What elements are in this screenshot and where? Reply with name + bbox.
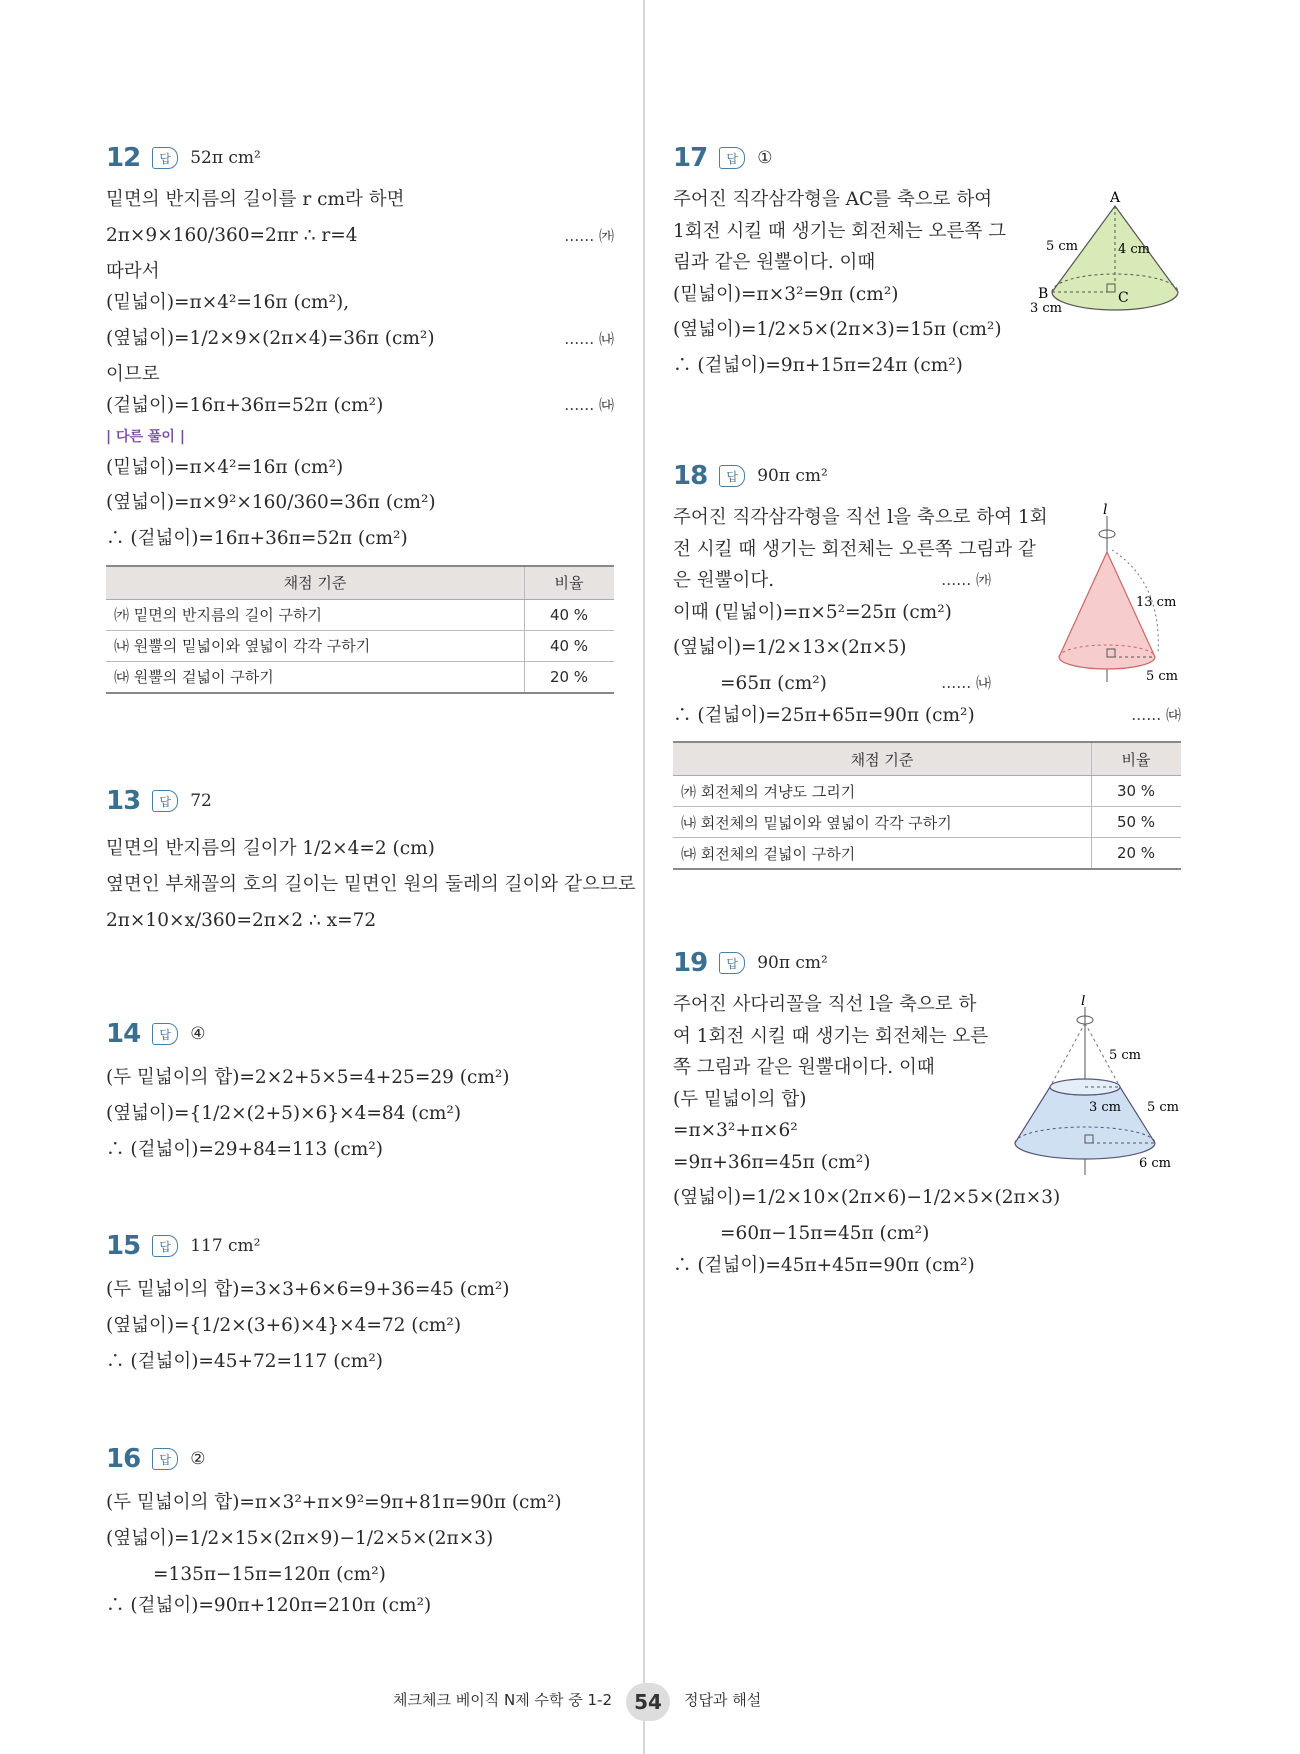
answer-badge: 답 bbox=[152, 147, 178, 169]
solution-line-with-mark bbox=[106, 216, 614, 256]
solution-line: 2π×9×160/360=2πr ∴ r=4 bbox=[106, 224, 358, 246]
problem-13 bbox=[106, 783, 636, 941]
answer-badge: 답 bbox=[719, 147, 745, 169]
solution-line: 따라서 bbox=[106, 260, 160, 282]
solution-line: =65π (cm²) bbox=[673, 673, 827, 694]
answer-value: 90π cm² bbox=[757, 466, 828, 486]
cone-surface bbox=[1052, 206, 1178, 310]
answer-badge: 답 bbox=[152, 1235, 178, 1257]
side-label: 5 cm bbox=[1147, 1100, 1180, 1115]
solution-line: (밑넓이)=π×3²=9π (cm²) bbox=[673, 283, 899, 305]
answer-badge: 답 bbox=[152, 790, 178, 812]
solution-line: (밑넓이)=π×4²=16π (cm²) bbox=[106, 456, 344, 478]
solution-line: ∴ (겉넓이)=9π+15π=24π (cm²) bbox=[673, 355, 963, 376]
criteria-cell: ㈎ 회전체의 겨냥도 그리기 bbox=[673, 776, 1092, 807]
criteria-cell: ㈐ 회전체의 겉넓이 구하기 bbox=[673, 838, 1092, 870]
problem-number: 15 bbox=[106, 1231, 141, 1261]
solution-line: 전 시킬 때 생기는 회전체는 오른쪽 그림과 같 bbox=[673, 538, 1036, 560]
solution-line: (옆넓이)={1/2×(3+6)×4}×4=72 (cm²) bbox=[106, 1314, 462, 1336]
solution-line: 이때 (밑넓이)=π×5²=25π (cm²) bbox=[673, 601, 952, 623]
solution-line: (옆넓이)={1/2×(2+5)×6}×4=84 (cm²) bbox=[106, 1102, 462, 1124]
solution-line: (옆넓이)=π×9²×160/360=36π (cm²) bbox=[106, 492, 436, 513]
solution-line: 쪽 그림과 같은 원뿔대이다. 이때 bbox=[673, 1057, 935, 1078]
table-header: 비율 bbox=[525, 566, 615, 600]
solution-line: (옆넓이)=1/2×13×(2π×5) bbox=[673, 637, 907, 658]
ratio-cell: 30 % bbox=[1092, 776, 1182, 807]
criteria-cell: ㈏ 원뿔의 밑넓이와 옆넓이 각각 구하기 bbox=[106, 630, 525, 661]
solution-line: (밑넓이)=π×4²=16π (cm²), bbox=[106, 292, 350, 313]
solution-line: 옆면인 부채꼴의 호의 길이는 밑면인 원의 둘레의 길이와 같으므로 bbox=[106, 874, 636, 895]
grading-table bbox=[106, 565, 614, 694]
section-title: 정답과 해설 bbox=[684, 1691, 762, 1709]
answer-badge: 답 bbox=[719, 465, 745, 487]
cone-figure-18 bbox=[1050, 502, 1190, 692]
solution-line: 주어진 직각삼각형을 직선 l을 축으로 하여 1회 bbox=[673, 507, 1048, 528]
answer-value: 117 cm² bbox=[190, 1236, 261, 1256]
frustum-figure-19 bbox=[1005, 995, 1195, 1175]
slant-label: 13 cm bbox=[1136, 595, 1177, 610]
top-radius-label: 3 cm bbox=[1089, 1100, 1122, 1115]
solution-line: 밑면의 반지름의 길이가 1/2×4=2 (cm) bbox=[106, 838, 435, 859]
solution-line: 은 원뿔이다. bbox=[673, 570, 775, 591]
vertex-label-b: B bbox=[1038, 286, 1049, 302]
answer-badge: 답 bbox=[152, 1023, 178, 1045]
solution-line: 주어진 직각삼각형을 AC를 축으로 하여 bbox=[673, 189, 993, 210]
solution-line: 주어진 사다리꼴을 직선 l을 축으로 하 bbox=[673, 994, 977, 1015]
table-row bbox=[106, 661, 614, 693]
solution-line: =135π−15π=120π (cm²) bbox=[106, 1563, 386, 1585]
solution-line: (옆넓이)=1/2×9×(2π×4)=36π (cm²) bbox=[106, 327, 435, 349]
frustum-surface bbox=[1015, 1087, 1155, 1159]
answer-value: ② bbox=[190, 1449, 206, 1469]
step-mark: …… ㈎ bbox=[564, 226, 614, 245]
solution-line: 밑면의 반지름의 길이를 r cm라 하면 bbox=[106, 189, 405, 210]
axis-label: l bbox=[1081, 995, 1086, 1009]
vertex-label-a: A bbox=[1110, 190, 1121, 206]
radius-label: 5 cm bbox=[1146, 669, 1179, 684]
solution-line: (두 밑넓이의 합)=2×2+5×5=4+25=29 (cm²) bbox=[106, 1067, 510, 1088]
answer-value: ④ bbox=[190, 1024, 206, 1044]
radius-label: 3 cm bbox=[1030, 301, 1063, 316]
grading-table bbox=[673, 741, 1181, 870]
apex-extension-left bbox=[1050, 1023, 1085, 1087]
cone-figure-17 bbox=[1030, 188, 1190, 328]
table-row bbox=[106, 599, 614, 630]
problem-12 bbox=[106, 140, 614, 694]
solution-line: 1회전 시킬 때 생기는 회전체는 오른쪽 그 bbox=[673, 220, 1006, 242]
step-mark: …… ㈎ bbox=[941, 571, 991, 589]
problem-number: 14 bbox=[106, 1019, 141, 1049]
step-mark: …… ㈐ bbox=[564, 396, 614, 414]
solution-line: 여 1회전 시킬 때 생기는 회전체는 오른 bbox=[673, 1025, 989, 1047]
answer-value: 52π cm² bbox=[190, 148, 261, 168]
solution-line-with-mark bbox=[673, 700, 1181, 732]
step-mark: …… ㈏ bbox=[564, 329, 614, 348]
solution-line: ∴ (겉넓이)=90π+120π=210π (cm²) bbox=[106, 1595, 432, 1616]
criteria-cell: ㈏ 회전체의 밑넓이와 옆넓이 각각 구하기 bbox=[673, 807, 1092, 838]
table-header: 채점 기준 bbox=[673, 742, 1092, 776]
problem-number: 19 bbox=[673, 948, 708, 978]
solution-line: (두 밑넓이의 합)=3×3+6×6=9+36=45 (cm²) bbox=[106, 1279, 510, 1300]
solution-line: ∴ (겉넓이)=29+84=113 (cm²) bbox=[106, 1138, 383, 1160]
table-row bbox=[673, 807, 1181, 838]
answer-value: ① bbox=[757, 148, 773, 168]
column-divider bbox=[643, 0, 645, 1754]
table-header: 비율 bbox=[1092, 742, 1182, 776]
ratio-cell: 40 % bbox=[525, 630, 615, 661]
ratio-cell: 40 % bbox=[525, 599, 615, 630]
solution-line: =60π−15π=45π (cm²) bbox=[673, 1223, 930, 1244]
solution-line: ∴ (겉넓이)=25π+65π=90π (cm²) bbox=[673, 704, 975, 726]
solution-line: ∴ (겉넓이)=45π+45π=90π (cm²) bbox=[673, 1254, 975, 1276]
bottom-radius-label: 6 cm bbox=[1139, 1156, 1172, 1171]
criteria-cell: ㈎ 밑면의 반지름의 길이 구하기 bbox=[106, 599, 525, 630]
problem-number: 12 bbox=[106, 143, 141, 173]
problem-number: 13 bbox=[106, 786, 141, 816]
solution-line: =π×3²+π×6² bbox=[673, 1120, 798, 1141]
answer-badge: 답 bbox=[719, 952, 745, 974]
step-mark: …… ㈐ bbox=[1131, 705, 1181, 724]
vertex-label-c: C bbox=[1118, 290, 1129, 306]
ratio-cell: 20 % bbox=[525, 661, 615, 693]
book-title: 체크체크 베이직 N제 수학 중 1-2 bbox=[393, 1691, 612, 1709]
top-slant-label: 5 cm bbox=[1109, 1048, 1142, 1063]
solution-line: (두 밑넓이의 합) bbox=[673, 1088, 807, 1110]
problem-number: 18 bbox=[673, 461, 708, 491]
problem-16 bbox=[106, 1441, 614, 1622]
solution-line: ∴ (겉넓이)=16π+36π=52π (cm²) bbox=[106, 528, 408, 549]
solution-line: 이므로 bbox=[106, 363, 160, 385]
ratio-cell: 50 % bbox=[1092, 807, 1182, 838]
criteria-cell: ㈐ 원뿔의 겉넓이 구하기 bbox=[106, 661, 525, 693]
slant-label: 5 cm bbox=[1046, 239, 1079, 254]
alternative-solution-label: | 다른 풀이 | bbox=[106, 428, 185, 445]
solution-line: 2π×10×x/360=2π×2 ∴ x=72 bbox=[106, 909, 377, 931]
answer-value: 72 bbox=[190, 791, 212, 811]
solution-line: (두 밑넓이의 합)=π×3²+π×9²=9π+81π=90π (cm²) bbox=[106, 1492, 562, 1513]
solution-line: (옆넓이)=1/2×10×(2π×6)−1/2×5×(2π×3) bbox=[673, 1187, 1061, 1208]
axis-label: l bbox=[1103, 502, 1108, 518]
solution-line: (겉넓이)=16π+36π=52π (cm²) bbox=[106, 395, 384, 416]
solution-line: (옆넓이)=1/2×5×(2π×3)=15π (cm²) bbox=[673, 319, 1002, 340]
step-mark: …… ㈏ bbox=[941, 674, 991, 692]
table-row bbox=[673, 776, 1181, 807]
ratio-cell: 20 % bbox=[1092, 838, 1182, 870]
height-label: 4 cm bbox=[1118, 242, 1151, 257]
solution-line-with-mark bbox=[106, 319, 614, 359]
page-number: 54 bbox=[626, 1683, 670, 1721]
table-row bbox=[673, 838, 1181, 870]
solution-line: =9π+36π=45π (cm²) bbox=[673, 1151, 871, 1173]
table-row bbox=[106, 630, 614, 661]
problem-15 bbox=[106, 1228, 614, 1377]
answer-badge: 답 bbox=[152, 1448, 178, 1470]
table-header: 채점 기준 bbox=[106, 566, 525, 600]
problem-number: 16 bbox=[106, 1444, 141, 1474]
solution-line-with-mark bbox=[106, 390, 614, 422]
problem-14 bbox=[106, 1016, 614, 1165]
answer-value: 90π cm² bbox=[757, 953, 828, 973]
solution-line: ∴ (겉넓이)=45+72=117 (cm²) bbox=[106, 1350, 383, 1372]
problem-number: 17 bbox=[673, 143, 708, 173]
solution-line: (옆넓이)=1/2×15×(2π×9)−1/2×5×(2π×3) bbox=[106, 1527, 494, 1549]
solution-line: 림과 같은 원뿔이다. 이때 bbox=[673, 252, 876, 273]
